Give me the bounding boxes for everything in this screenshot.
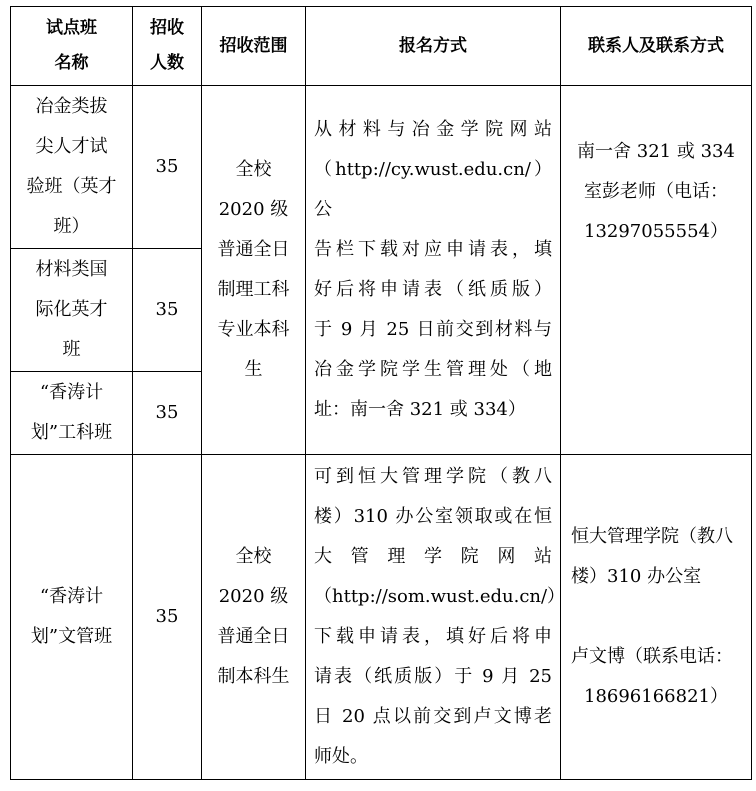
apply-cell: [306, 86, 561, 455]
class-name-line: 冶金类拔: [35, 96, 108, 117]
scope-line: 普通全日: [217, 239, 290, 260]
header-quota-line: 人数: [150, 53, 184, 73]
scope-cell: [202, 455, 306, 780]
table-row: [11, 455, 752, 780]
header-scope: 招收范围: [202, 7, 306, 86]
header-quota-line: 招收: [150, 18, 184, 38]
apply-line: （http://cy.wust.edu.cn/）公: [314, 159, 552, 220]
contact-line: 楼）310 办公室: [571, 566, 702, 587]
class-name-line: “香涛计: [39, 586, 104, 607]
scope-cell: [202, 86, 306, 455]
header-contact: 联系人及联系方式: [561, 7, 752, 86]
quota-cell: 35: [133, 86, 202, 249]
apply-line: 师处。: [314, 746, 368, 767]
scope-line: 全校: [235, 546, 272, 567]
class-name-line: 材料类国: [35, 259, 108, 280]
quota-cell: 35: [133, 249, 202, 372]
apply-line: 址：南一舍 321 或 334）: [314, 399, 526, 420]
apply-line: 从材料与冶金学院网站: [314, 119, 552, 140]
apply-line: 大 管 理 学 院 网 站: [314, 546, 552, 567]
quota-cell: 35: [133, 455, 202, 780]
contact-line: 卢文博（联系电话：: [571, 646, 733, 667]
pilot-class-table: [10, 6, 752, 780]
class-name-line: 验班（英才: [26, 176, 117, 197]
scope-line: 普通全日: [217, 626, 290, 647]
table-row: [11, 86, 752, 249]
class-name-cell: [11, 249, 133, 372]
header-row: [11, 7, 752, 86]
header-class-name-line: 试点班: [46, 18, 97, 38]
header-class-name-line: 名称: [54, 53, 89, 73]
contact-line: 室彭老师（电话：: [584, 181, 728, 202]
class-name-line: 际化英才: [35, 299, 108, 320]
contact-line: 13297055554）: [584, 221, 728, 242]
class-name-cell: [11, 86, 133, 249]
class-name-cell: [11, 372, 133, 455]
class-name-line: “香涛计: [39, 382, 104, 403]
class-name-line: 班: [62, 339, 81, 360]
scope-line: 2020 级: [218, 199, 289, 220]
apply-line: 好后将申请表（纸质版）: [314, 279, 552, 300]
apply-line: 请表（纸质版）于 9 月 25: [314, 666, 552, 687]
contact-cell: [561, 86, 752, 455]
apply-cell: [306, 455, 566, 780]
header-quota: [133, 7, 202, 86]
apply-line: 于 9 月 25 日前交到材料与: [314, 319, 552, 340]
scope-line: 生: [244, 359, 263, 380]
scope-line: 制理工科: [217, 279, 290, 300]
quota-cell: 35: [133, 372, 202, 455]
apply-line: 日 20 点以前交到卢文博老: [314, 706, 552, 727]
contact-cell: [561, 455, 752, 780]
header-class-name: [11, 7, 133, 86]
apply-line: 可到恒大管理学院（教八: [314, 466, 552, 487]
scope-line: 全校: [235, 159, 272, 180]
header-apply: 报名方式: [306, 7, 561, 86]
scope-line: 2020 级: [218, 586, 289, 607]
contact-line: 南一舍 321 或 334: [577, 141, 735, 162]
apply-line: 楼）310 办公室领取或在恒: [314, 506, 552, 527]
apply-line: （http://som.wust.edu.cn/）: [314, 586, 566, 607]
apply-line: 告栏下载对应申请表，填: [314, 239, 552, 260]
scope-line: 制本科生: [217, 666, 290, 687]
scope-line: 专业本科: [217, 319, 290, 340]
class-name-line: 划”工科班: [30, 422, 113, 443]
class-name-line: 划”文管班: [30, 626, 113, 647]
contact-line: 18696166821）: [584, 686, 728, 707]
class-name-line: 尖人才试: [35, 136, 108, 157]
apply-line: 冶金学院学生管理处（地: [314, 359, 552, 380]
class-name-cell: [11, 455, 133, 780]
apply-line: 下载申请表，填好后将申: [314, 626, 552, 647]
contact-line: 恒大管理学院（教八: [571, 526, 733, 547]
class-name-line: 班）: [53, 216, 90, 237]
contact-spacer: [571, 597, 741, 637]
